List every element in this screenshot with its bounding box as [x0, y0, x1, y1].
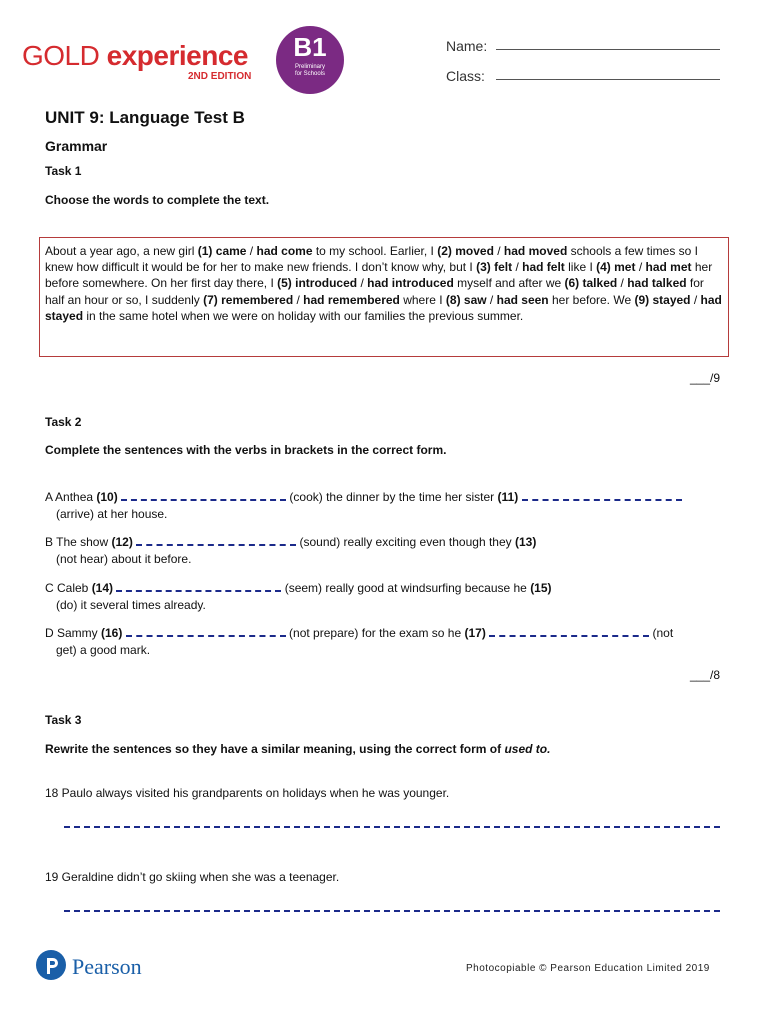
- text-segment: schools a few times so I knew how difficult it would be for her to make new friends. I don’t know why, but I: [45, 244, 698, 275]
- answer-line-19[interactable]: [64, 910, 720, 912]
- verb-choice[interactable]: had come: [256, 244, 313, 258]
- text-segment: like I: [564, 260, 597, 275]
- pearson-wordmark: Pearson: [72, 954, 142, 979]
- answer-blank-16[interactable]: [126, 623, 286, 637]
- verb-choice[interactable]: had felt: [522, 260, 565, 275]
- section-title: Grammar: [45, 138, 108, 154]
- answer-blank-12[interactable]: [136, 532, 296, 546]
- verb-choice[interactable]: (4) met: [596, 260, 636, 275]
- task1-instruction: Choose the words to complete the text.: [45, 193, 270, 207]
- answer-blank-10[interactable]: [121, 487, 286, 501]
- verb-choice[interactable]: (7) remembered: [203, 292, 294, 307]
- text-segment: About a year ago, a new girl: [45, 244, 198, 258]
- gold-experience-logo: [22, 40, 248, 72]
- task2-item-b: B The show (12) (sound) really exciting even though they (13) (not hear) about it before.: [45, 532, 725, 568]
- verb-choice[interactable]: (8) saw: [445, 292, 487, 307]
- task2-item-c: C Caleb (14) (seem) really good at windsurfing because he (15) (do) it several times already.: [45, 578, 725, 614]
- name-label: Name:: [446, 38, 488, 54]
- task3-label: Task 3: [45, 713, 82, 727]
- verb-choice[interactable]: (2) moved: [437, 244, 494, 258]
- verb-choice[interactable]: had met: [645, 260, 692, 275]
- text-segment: where I: [399, 292, 446, 307]
- verb-choice[interactable]: (9) stayed: [634, 292, 691, 307]
- answer-blank-11[interactable]: [522, 487, 682, 501]
- text-segment: her before. We: [548, 292, 635, 307]
- copyright-notice: Photocopiable © Pearson Education Limited 2019: [466, 963, 710, 974]
- page-title: UNIT 9: Language Test B: [45, 108, 245, 127]
- text-segment: in the same hotel when we were on holiday with our families the previous summer.: [83, 308, 524, 323]
- text-segment: /: [486, 292, 497, 307]
- task1-label: Task 1: [45, 164, 82, 178]
- verb-choice[interactable]: had remembered: [303, 292, 400, 307]
- verb-choice[interactable]: (1) came: [197, 244, 247, 258]
- task3-instruction: Rewrite the sentences so they have a similar meaning, using the correct form of used to.: [45, 742, 551, 756]
- task2-item-a: A Anthea (10) (cook) the dinner by the time her sister (11) (arrive) at her house.: [45, 487, 725, 523]
- text-segment: /: [293, 292, 304, 307]
- text-segment: /: [357, 276, 368, 291]
- badge-subtitle-1: Preliminary: [294, 64, 325, 70]
- text-segment: myself and after we: [453, 276, 565, 291]
- verb-choice[interactable]: had talked: [627, 276, 687, 291]
- task2-label: Task 2: [45, 415, 82, 429]
- text-segment: /: [617, 276, 628, 291]
- name-field[interactable]: [496, 49, 720, 50]
- verb-choice[interactable]: (5) introduced: [277, 276, 358, 291]
- text-segment: her before somewhere. On her first day there, I: [45, 260, 713, 291]
- text-segment: to my school. Earlier, I: [312, 244, 438, 258]
- answer-blank-14[interactable]: [116, 578, 281, 592]
- text-segment: /: [512, 260, 523, 275]
- class-label: Class:: [446, 68, 485, 84]
- verb-choice[interactable]: had introduced: [367, 276, 454, 291]
- pearson-logo-icon: [36, 950, 66, 985]
- task3-item-18: 18 Paulo always visited his grandparents on holidays when he was younger.: [45, 786, 450, 800]
- task2-score: ___/8: [690, 668, 721, 682]
- task1-score: ___/9: [690, 371, 721, 385]
- answer-line-18[interactable]: [64, 826, 720, 828]
- logo-experience-text: experience: [106, 40, 248, 71]
- text-segment: /: [690, 292, 701, 307]
- verb-choice[interactable]: had seen: [496, 292, 549, 307]
- task1-text-box: [39, 237, 729, 357]
- verb-choice[interactable]: had stayed: [45, 292, 722, 323]
- task2-instruction: Complete the sentences with the verbs in brackets in the correct form.: [45, 443, 447, 457]
- verb-choice[interactable]: had moved: [503, 244, 568, 258]
- text-segment: /: [635, 260, 646, 275]
- task3-item-19: 19 Geraldine didn’t go skiing when she was a teenager.: [45, 870, 340, 884]
- badge-subtitle-2: for Schools: [294, 71, 325, 77]
- text-segment: /: [493, 244, 504, 258]
- class-field[interactable]: [496, 79, 720, 80]
- task2-item-d: D Sammy (16) (not prepare) for the exam so he (17) (not get) a good mark.: [45, 623, 725, 659]
- answer-blank-17[interactable]: [489, 623, 649, 637]
- verb-choice[interactable]: (6) talked: [564, 276, 618, 291]
- text-segment: for half an hour or so, I suddenly: [45, 276, 704, 307]
- logo-gold-text: GOLD: [22, 40, 107, 71]
- verb-choice[interactable]: (3) felt: [476, 260, 513, 275]
- text-segment: /: [246, 244, 257, 258]
- level-badge: [276, 26, 344, 94]
- logo-edition-text: 2ND EDITION: [188, 71, 252, 82]
- badge-level: B1: [293, 32, 327, 62]
